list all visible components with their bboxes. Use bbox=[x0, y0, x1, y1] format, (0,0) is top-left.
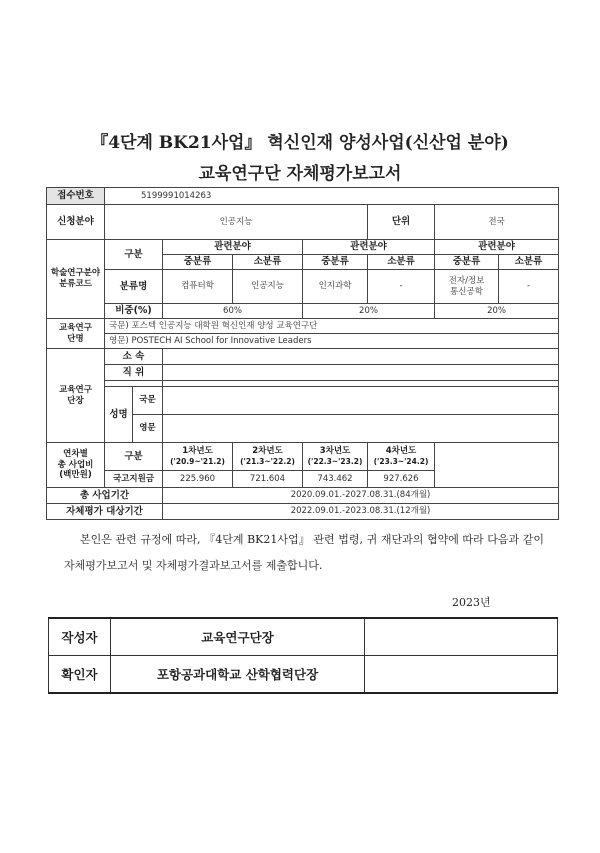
group-name-label: 교육연구 단명 bbox=[47, 319, 105, 349]
mid-category-1-value: 컴퓨터학 bbox=[163, 270, 233, 304]
statement-text: 본인은 관련 규정에 따라, 『4단계 BK21사업』 관련 법령, 귀 재단과의 협약에 따라 다음과 같이 자체평가보고서 및 자체평가결과보고서를 제출합니다. bbox=[64, 533, 544, 572]
author-signature[interactable] bbox=[365, 618, 558, 656]
eval-period-label: 자체평가 대상기간 bbox=[47, 504, 163, 520]
eval-period-value: 2022.09.01.-2023.08.31.(12개월) bbox=[163, 504, 559, 520]
mid-category-3-value: 전자/정보 통신공학 bbox=[435, 270, 499, 304]
report-title-line1: 『4단계 BK21사업』 혁신인재 양성사업(신산업 분야) bbox=[91, 133, 509, 153]
budget-label: 연차별 총 사업비 (백만원) bbox=[47, 443, 105, 488]
year-4-header: 4차년도 ('23.3~'24.2) bbox=[368, 443, 435, 471]
english-name-label: 영문 bbox=[133, 415, 163, 443]
total-period-label: 총 사업기간 bbox=[47, 488, 163, 504]
ratio-1-value: 60% bbox=[163, 304, 303, 319]
year-3-header: 3차년도 ('22.3~'23.2) bbox=[303, 443, 368, 471]
sub-category-2-value: - bbox=[368, 270, 435, 304]
signature-table bbox=[48, 617, 558, 694]
sub-category-2-label: 소분류 bbox=[368, 255, 435, 270]
year-1-header: 1차년도 ('20.9~'21.2) bbox=[163, 443, 233, 471]
english-name-value bbox=[163, 415, 559, 443]
mid-category-2-label: 중분류 bbox=[303, 255, 368, 270]
mid-category-1-label: 중분류 bbox=[163, 255, 233, 270]
receipt-number: 5199991014263 bbox=[105, 188, 559, 205]
sub-category-1-label: 소분류 bbox=[233, 255, 303, 270]
unit-label: 단위 bbox=[368, 205, 435, 240]
budget-empty-cell bbox=[435, 443, 559, 488]
unit-value: 전국 bbox=[435, 205, 559, 240]
group-name-english: 영문) POSTECH AI School for Innovative Leaders bbox=[105, 334, 559, 349]
ratio-3-value: 20% bbox=[435, 304, 559, 319]
receipt-label: 접수번호 bbox=[47, 188, 105, 205]
national-support-label: 국고지원금 bbox=[105, 471, 163, 488]
korean-name-value bbox=[163, 387, 559, 415]
ratio-2-value: 20% bbox=[303, 304, 435, 319]
year-4-amount: 927.626 bbox=[368, 471, 435, 488]
ratio-label: 비중(%) bbox=[105, 304, 163, 319]
related-field-2-label: 관련분야 bbox=[303, 240, 435, 255]
classification-name-label: 분류명 bbox=[105, 270, 163, 304]
related-field-1-label: 관련분야 bbox=[163, 240, 303, 255]
mid-category-3-label: 중분류 bbox=[435, 255, 499, 270]
leader-label: 교육연구 단장 bbox=[47, 349, 105, 443]
year-2-header: 2차년도 ('21.3~'22.2) bbox=[233, 443, 303, 471]
total-period-value: 2020.09.01.-2027.08.31.(84개월) bbox=[163, 488, 559, 504]
related-field-3-label: 관련분야 bbox=[435, 240, 559, 255]
position-value bbox=[163, 365, 559, 381]
affiliation-label: 소 속 bbox=[105, 349, 163, 365]
author-name: 교육연구단장 bbox=[111, 618, 365, 656]
application-field-value: 인공지능 bbox=[105, 205, 368, 240]
sub-category-1-value: 인공지능 bbox=[233, 270, 303, 304]
korean-name-label: 국문 bbox=[133, 387, 163, 415]
mid-category-2-value: 인지과학 bbox=[303, 270, 368, 304]
application-field-label: 신청분야 bbox=[47, 205, 105, 240]
application-form-table bbox=[46, 187, 559, 520]
group-name-korean: 국문) 포스텍 인공지능 대학원 혁신인재 양성 교육연구단 bbox=[105, 319, 559, 334]
name-label: 성명 bbox=[105, 387, 133, 443]
year-3-amount: 743.462 bbox=[303, 471, 368, 488]
position-label: 직 위 bbox=[105, 365, 163, 381]
submission-year: 2023년 bbox=[452, 596, 491, 609]
author-role: 작성자 bbox=[49, 618, 111, 656]
affiliation-value bbox=[163, 349, 559, 365]
classification-group-label: 구분 bbox=[105, 240, 163, 270]
sub-category-3-value: - bbox=[499, 270, 559, 304]
report-title-line2: 교육연구단 자체평가보고서 bbox=[198, 164, 402, 184]
confirmer-signature[interactable] bbox=[365, 656, 558, 694]
confirmer-role: 확인자 bbox=[49, 656, 111, 694]
classification-label: 학술연구분야 분류코드 bbox=[47, 240, 105, 319]
sub-category-3-label: 소분류 bbox=[499, 255, 559, 270]
budget-group-label: 구분 bbox=[105, 443, 163, 471]
year-2-amount: 721.604 bbox=[233, 471, 303, 488]
confirmer-name: 포항공과대학교 산학협력단장 bbox=[111, 656, 365, 694]
year-1-amount: 225.960 bbox=[163, 471, 233, 488]
